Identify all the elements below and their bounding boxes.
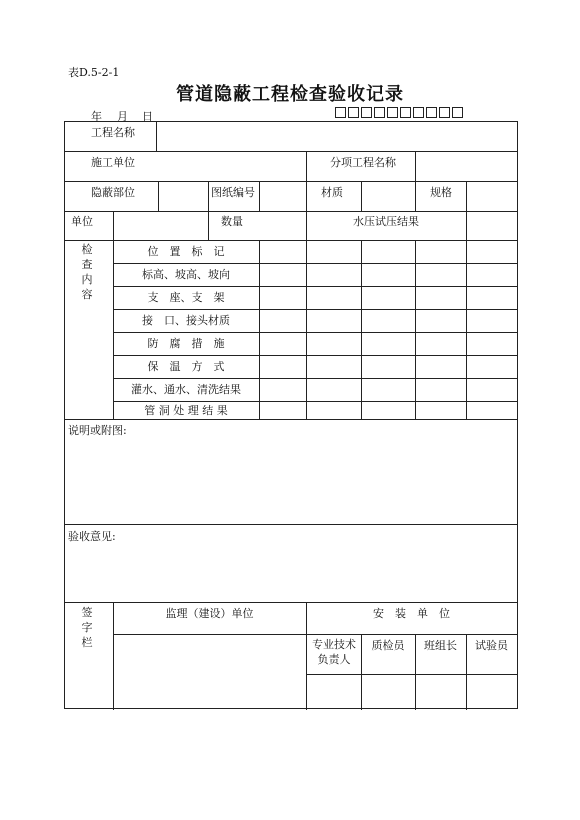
inspection-item: 管 洞 处 理 结 果 xyxy=(144,404,228,417)
serial-number-box[interactable] xyxy=(413,107,424,118)
date-month-label: 月 xyxy=(117,110,128,123)
acceptance-opinion-label: 验收意见: xyxy=(68,530,116,543)
inspection-item: 防 腐 措 施 xyxy=(147,337,225,350)
inspection-item: 接 口、接头材质 xyxy=(142,314,230,327)
signature-column-label: 签字栏 xyxy=(81,606,93,649)
serial-number-box[interactable] xyxy=(387,107,398,118)
installation-unit-label: 安 装 单 位 xyxy=(373,607,450,620)
serial-number-boxes xyxy=(335,107,463,118)
serial-number-box[interactable] xyxy=(452,107,463,118)
date-year-label: 年 xyxy=(91,110,102,123)
serial-number-box[interactable] xyxy=(374,107,385,118)
date-day-label: 日 xyxy=(142,110,153,123)
contractor-label: 施工单位 xyxy=(91,156,135,169)
sub-project-name-label: 分项工程名称 xyxy=(330,156,396,169)
inspection-item: 标高、坡高、坡向 xyxy=(142,268,230,281)
serial-number-box[interactable] xyxy=(335,107,346,118)
inspection-item: 位 置 标 记 xyxy=(147,245,225,258)
form-number: 表D.5-2-1 xyxy=(68,66,120,79)
quantity-label: 数量 xyxy=(221,215,243,228)
serial-number-box[interactable] xyxy=(400,107,411,118)
form-title: 管道隐蔽工程检查验收记录 xyxy=(176,84,404,105)
inspection-content-label: 检查内容 xyxy=(81,243,93,301)
unit-label: 单位 xyxy=(71,215,93,228)
inspection-item: 灌水、通水、清洗结果 xyxy=(131,383,241,396)
pressure-test-result-label: 水压试压结果 xyxy=(353,215,419,228)
notes-label: 说明或附图: xyxy=(68,424,127,437)
serial-number-box[interactable] xyxy=(426,107,437,118)
inspection-record-table xyxy=(64,121,518,709)
role-team-leader: 班组长 xyxy=(424,639,457,652)
project-name-label: 工程名称 xyxy=(91,126,135,139)
drawing-number-label: 图纸编号 xyxy=(211,186,255,199)
inspection-item: 支 座、支 架 xyxy=(147,291,225,304)
role-technical-lead: 专业技术负责人 xyxy=(312,638,356,666)
serial-number-box[interactable] xyxy=(361,107,372,118)
hidden-part-label: 隐蔽部位 xyxy=(91,186,135,199)
serial-number-box[interactable] xyxy=(348,107,359,118)
role-quality-inspector: 质检员 xyxy=(371,639,405,652)
inspection-item: 保 温 方 式 xyxy=(147,360,225,373)
serial-number-box[interactable] xyxy=(439,107,450,118)
material-label: 材质 xyxy=(321,186,343,199)
role-tester: 试验员 xyxy=(475,639,508,652)
supervisor-unit-label: 监理（建设）单位 xyxy=(165,607,254,620)
spec-label: 规格 xyxy=(430,186,452,199)
